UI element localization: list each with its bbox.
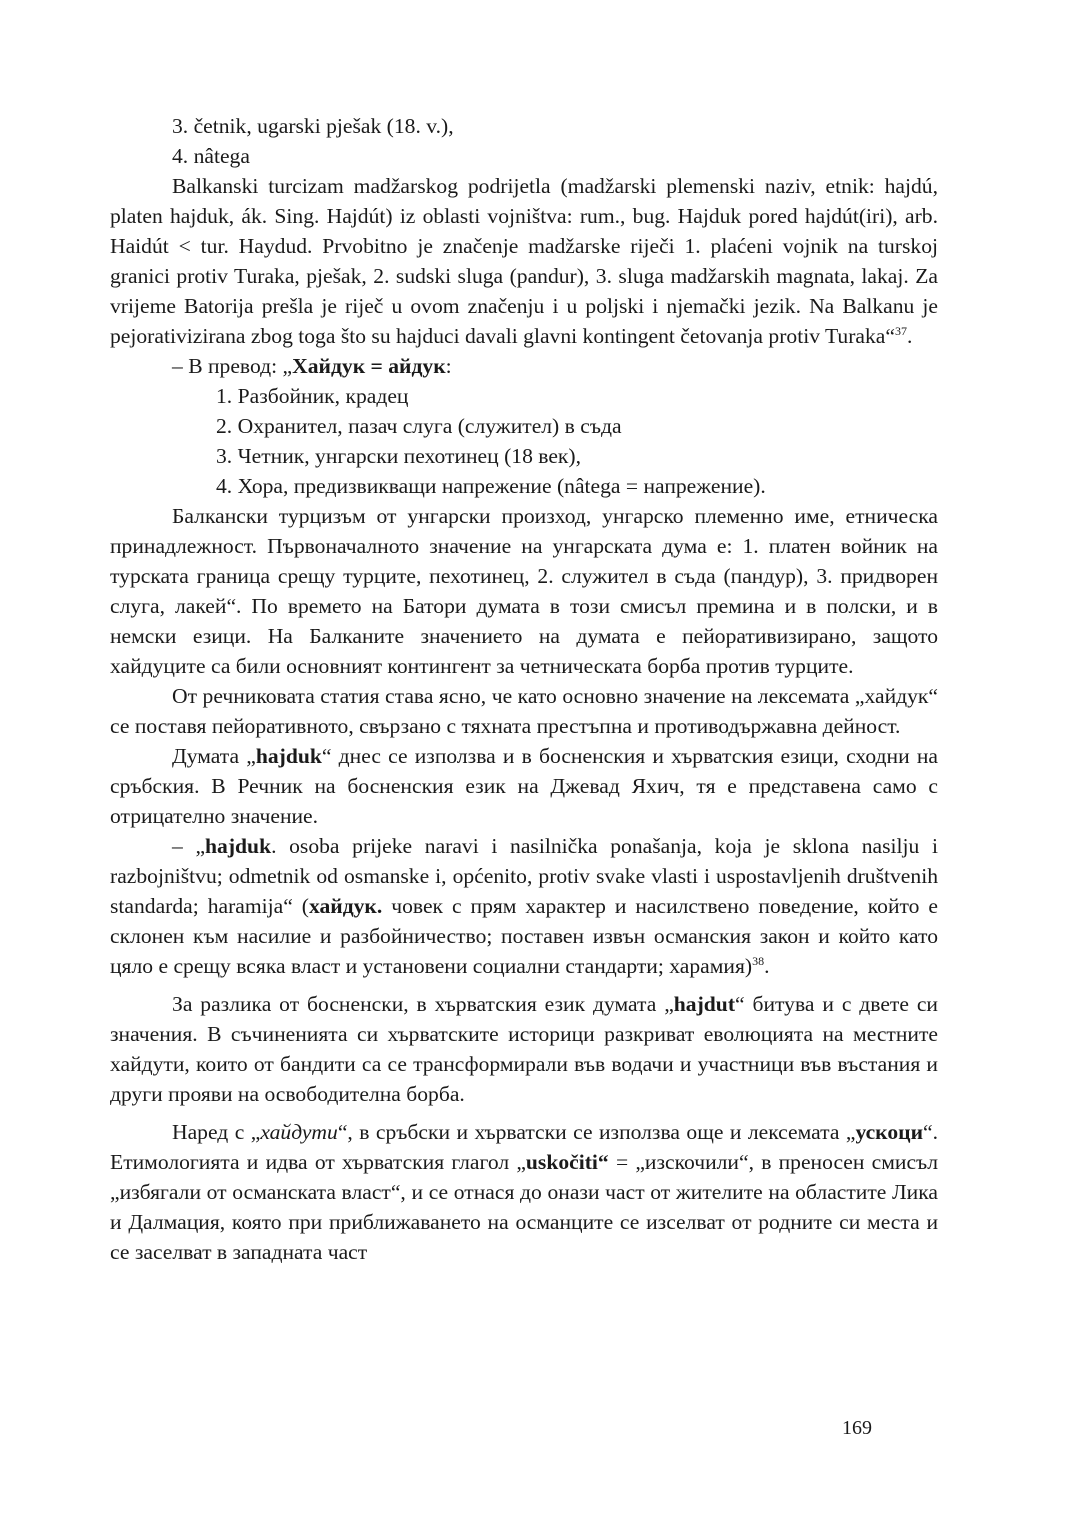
page-number: 169 <box>842 1417 872 1439</box>
body-text <box>110 111 938 1267</box>
footnote-ref: 37 <box>894 323 907 338</box>
paragraph-uskoci: Наред с „хайдути“, в сръбски и хърватски се използва още и лексемата „ускоци“. Етимологията и идва от хърватския глагол „uskočiti“ = „изскочили“, в преносен смисъл „избягали от османската власт“, и се отнася до онази част от жителите на областите Лика и Далмация, която при приближаването на османците се изселват от родните си места и се заселват в западната част <box>110 1120 938 1264</box>
list-item: 3. četnik, ugarski pješak (18. v.), <box>172 114 454 138</box>
list-item: 4. Хора, предизвикващи напрежение (nâtega = напрежение). <box>216 474 766 498</box>
paragraph-rechnik: От речниковата статия става ясно, че като основно значение на лексемата „хайдук“ се поставя пейоративното, свързано с тяхната престъпна и противодържавна дейност. <box>110 684 938 738</box>
list-item: 1. Разбойник, крадец <box>216 384 409 408</box>
list-item: 2. Охранител, пазач слуга (служител) в съда <box>216 414 622 438</box>
footnote-ref: 38 <box>752 953 765 968</box>
paragraph-balkan-bg: Балкански турцизъм от унгарски произход, унгарско племенно име, етническа принадлежност. Първоначалното значение на унгарската дума е: 1. платен войник на турската граница срещу турците, пехотинец, 2. служител в съда (пандур), 3. придворен слуга, лакей“. По времето на Батори думата в този смисъл премина и в полски, и в немски езици. На Балканите значението на думата е пейоративизирано, защото хайдуците са били основният контингент за четническата борба против турците. <box>110 504 938 678</box>
translation-heading: – В превод: „Хайдук = айдук: <box>172 354 452 378</box>
paragraph-hajduk: Думата „hajduk“ днес се използва и в босненския и хърватския езици, сходни на сръбския. В Речник на босненския език на Джевад Яхич, тя е представена само с отрицателно значение. <box>110 744 938 828</box>
paragraph-turcizam: Balkanski turcizam madžarskog podrijetla (madžarski plemenski naziv, etnik: hajdú, platen hajduk, ák. Sing. Hajdút) iz oblasti vojništva: rum., bug. Hajduk pored hajdút(iri), arb. Haidút < tur. Haydud. Prvobitno je značenje madžarske riječi 1. plaćeni vojnik na turskoj granici protiv Turaka, pješak, 2. sudski sluga (pandur), 3. sluga madžarskih magnata, lakaj. Za vrijeme Batorija prešla je riječ u ovom značenju i u poljski i njemački jezik. Na Balkanu je pejorativizirana zbog toga što su hajduci davali glavni kontingent četovanja protiv Turaka“$^{37}$. <box>110 174 938 348</box>
list-item: 4. nâtega <box>172 144 250 168</box>
paragraph-definition: – „hajduk. osoba prijeke naravi i nasilnička ponašanja, koja je sklona nasilju i razbojništvu; odmetnik od osmanske i, općenito, protiv svake vlasti i uspostavljenih društvenih standarda; haramija“ (хайдук. човек с прям характер и насилствено поведение, който е склонен към насилие и разбойничество; поставен извън османския закон и който като цяло е срещу всяка власт и установени социални стандарти; харамия)$^{38}$. <box>110 834 938 978</box>
paragraph-hajdut: За разлика от босненски, в хърватския език думата „hajdut“ битува и с двете си значения. В съчиненията си хърватските историци разкриват еволюцията на местните хайдути, които от бандити са се трансформирали във водачи и участници във въстания и други прояви на освободителна борба. <box>110 992 938 1106</box>
list-item: 3. Четник, унгарски пехотинец (18 век), <box>216 444 582 468</box>
